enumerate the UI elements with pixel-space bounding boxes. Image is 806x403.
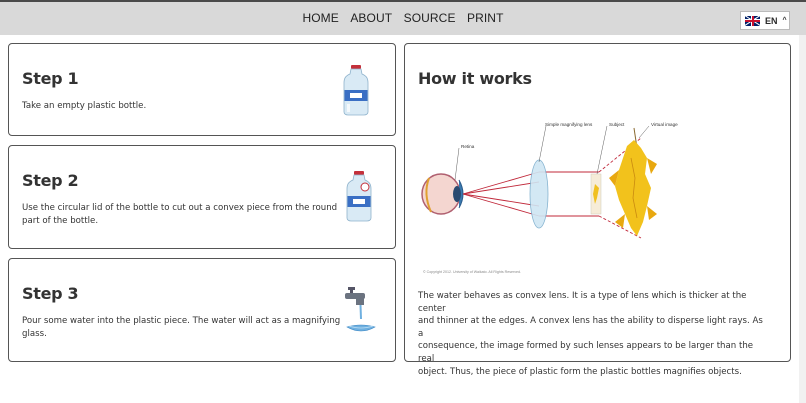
step-2-title: Step 2 bbox=[22, 171, 79, 190]
nav-print-link[interactable]: PRINT bbox=[467, 11, 504, 25]
step-1-text: Take an empty plastic bottle. bbox=[22, 101, 147, 111]
page-scrollbar[interactable] bbox=[799, 35, 806, 403]
step-2-card bbox=[8, 145, 396, 249]
label-virtual-image: Virtual image bbox=[651, 122, 678, 127]
label-subject: Subject bbox=[609, 122, 625, 127]
water-tap-icon bbox=[339, 283, 379, 339]
plastic-bottle-icon bbox=[342, 64, 370, 116]
magnifying-lens-diagram bbox=[419, 118, 699, 270]
step-2-text-line: Use the circular lid of the bottle to cut out a convex piece from the round bbox=[22, 203, 338, 213]
step-2-text-line: part of the bottle. bbox=[22, 215, 99, 226]
nav-about-link[interactable]: ABOUT bbox=[350, 11, 393, 25]
how-text-line: consequence, the image formed by such lenses appears to be larger than the real bbox=[418, 341, 754, 364]
step-1-title: Step 1 bbox=[22, 69, 79, 88]
top-navigation-bar bbox=[0, 0, 806, 35]
nav-source-link[interactable]: SOURCE bbox=[403, 11, 456, 25]
how-it-works-title: How it works bbox=[418, 69, 532, 88]
language-code: EN bbox=[765, 15, 778, 26]
label-magnifying-lens: Simple magnifying lens bbox=[545, 122, 593, 127]
how-text-line: and thinner at the edges. A convex lens has the ability to disperse light rays. As a bbox=[418, 316, 763, 339]
step-3-text bbox=[22, 315, 340, 340]
step-3-text-line: Pour some water into the plastic piece. The water will act as a magnifying bbox=[22, 316, 341, 326]
diagram-copyright: © Copyright 2012. University of Waikato. All Rights Reserved. bbox=[423, 270, 521, 274]
chevron-up-icon: ^ bbox=[782, 17, 787, 24]
step-3-card bbox=[8, 258, 396, 362]
step-3-text-line: glass. bbox=[22, 328, 47, 339]
nav-home-link[interactable]: HOME bbox=[302, 11, 339, 25]
how-it-works-text bbox=[418, 290, 770, 378]
language-selector[interactable] bbox=[740, 11, 790, 30]
label-retina: Retina bbox=[461, 144, 475, 149]
how-text-line: The water behaves as convex lens. It is a type of lens which is thicker at the center bbox=[418, 291, 747, 314]
how-text-line: object. Thus, the piece of plastic form the plastic bottles magnifies objects. bbox=[418, 366, 742, 377]
step-3-title: Step 3 bbox=[22, 284, 79, 303]
cut-bottle-icon bbox=[345, 170, 373, 222]
eye-icon bbox=[422, 174, 463, 214]
uk-flag-icon bbox=[745, 16, 760, 26]
how-it-works-card bbox=[404, 43, 791, 377]
main-nav bbox=[0, 11, 806, 25]
flower-image bbox=[609, 128, 657, 236]
step-1-card bbox=[8, 43, 396, 136]
step-2-text bbox=[22, 202, 337, 227]
